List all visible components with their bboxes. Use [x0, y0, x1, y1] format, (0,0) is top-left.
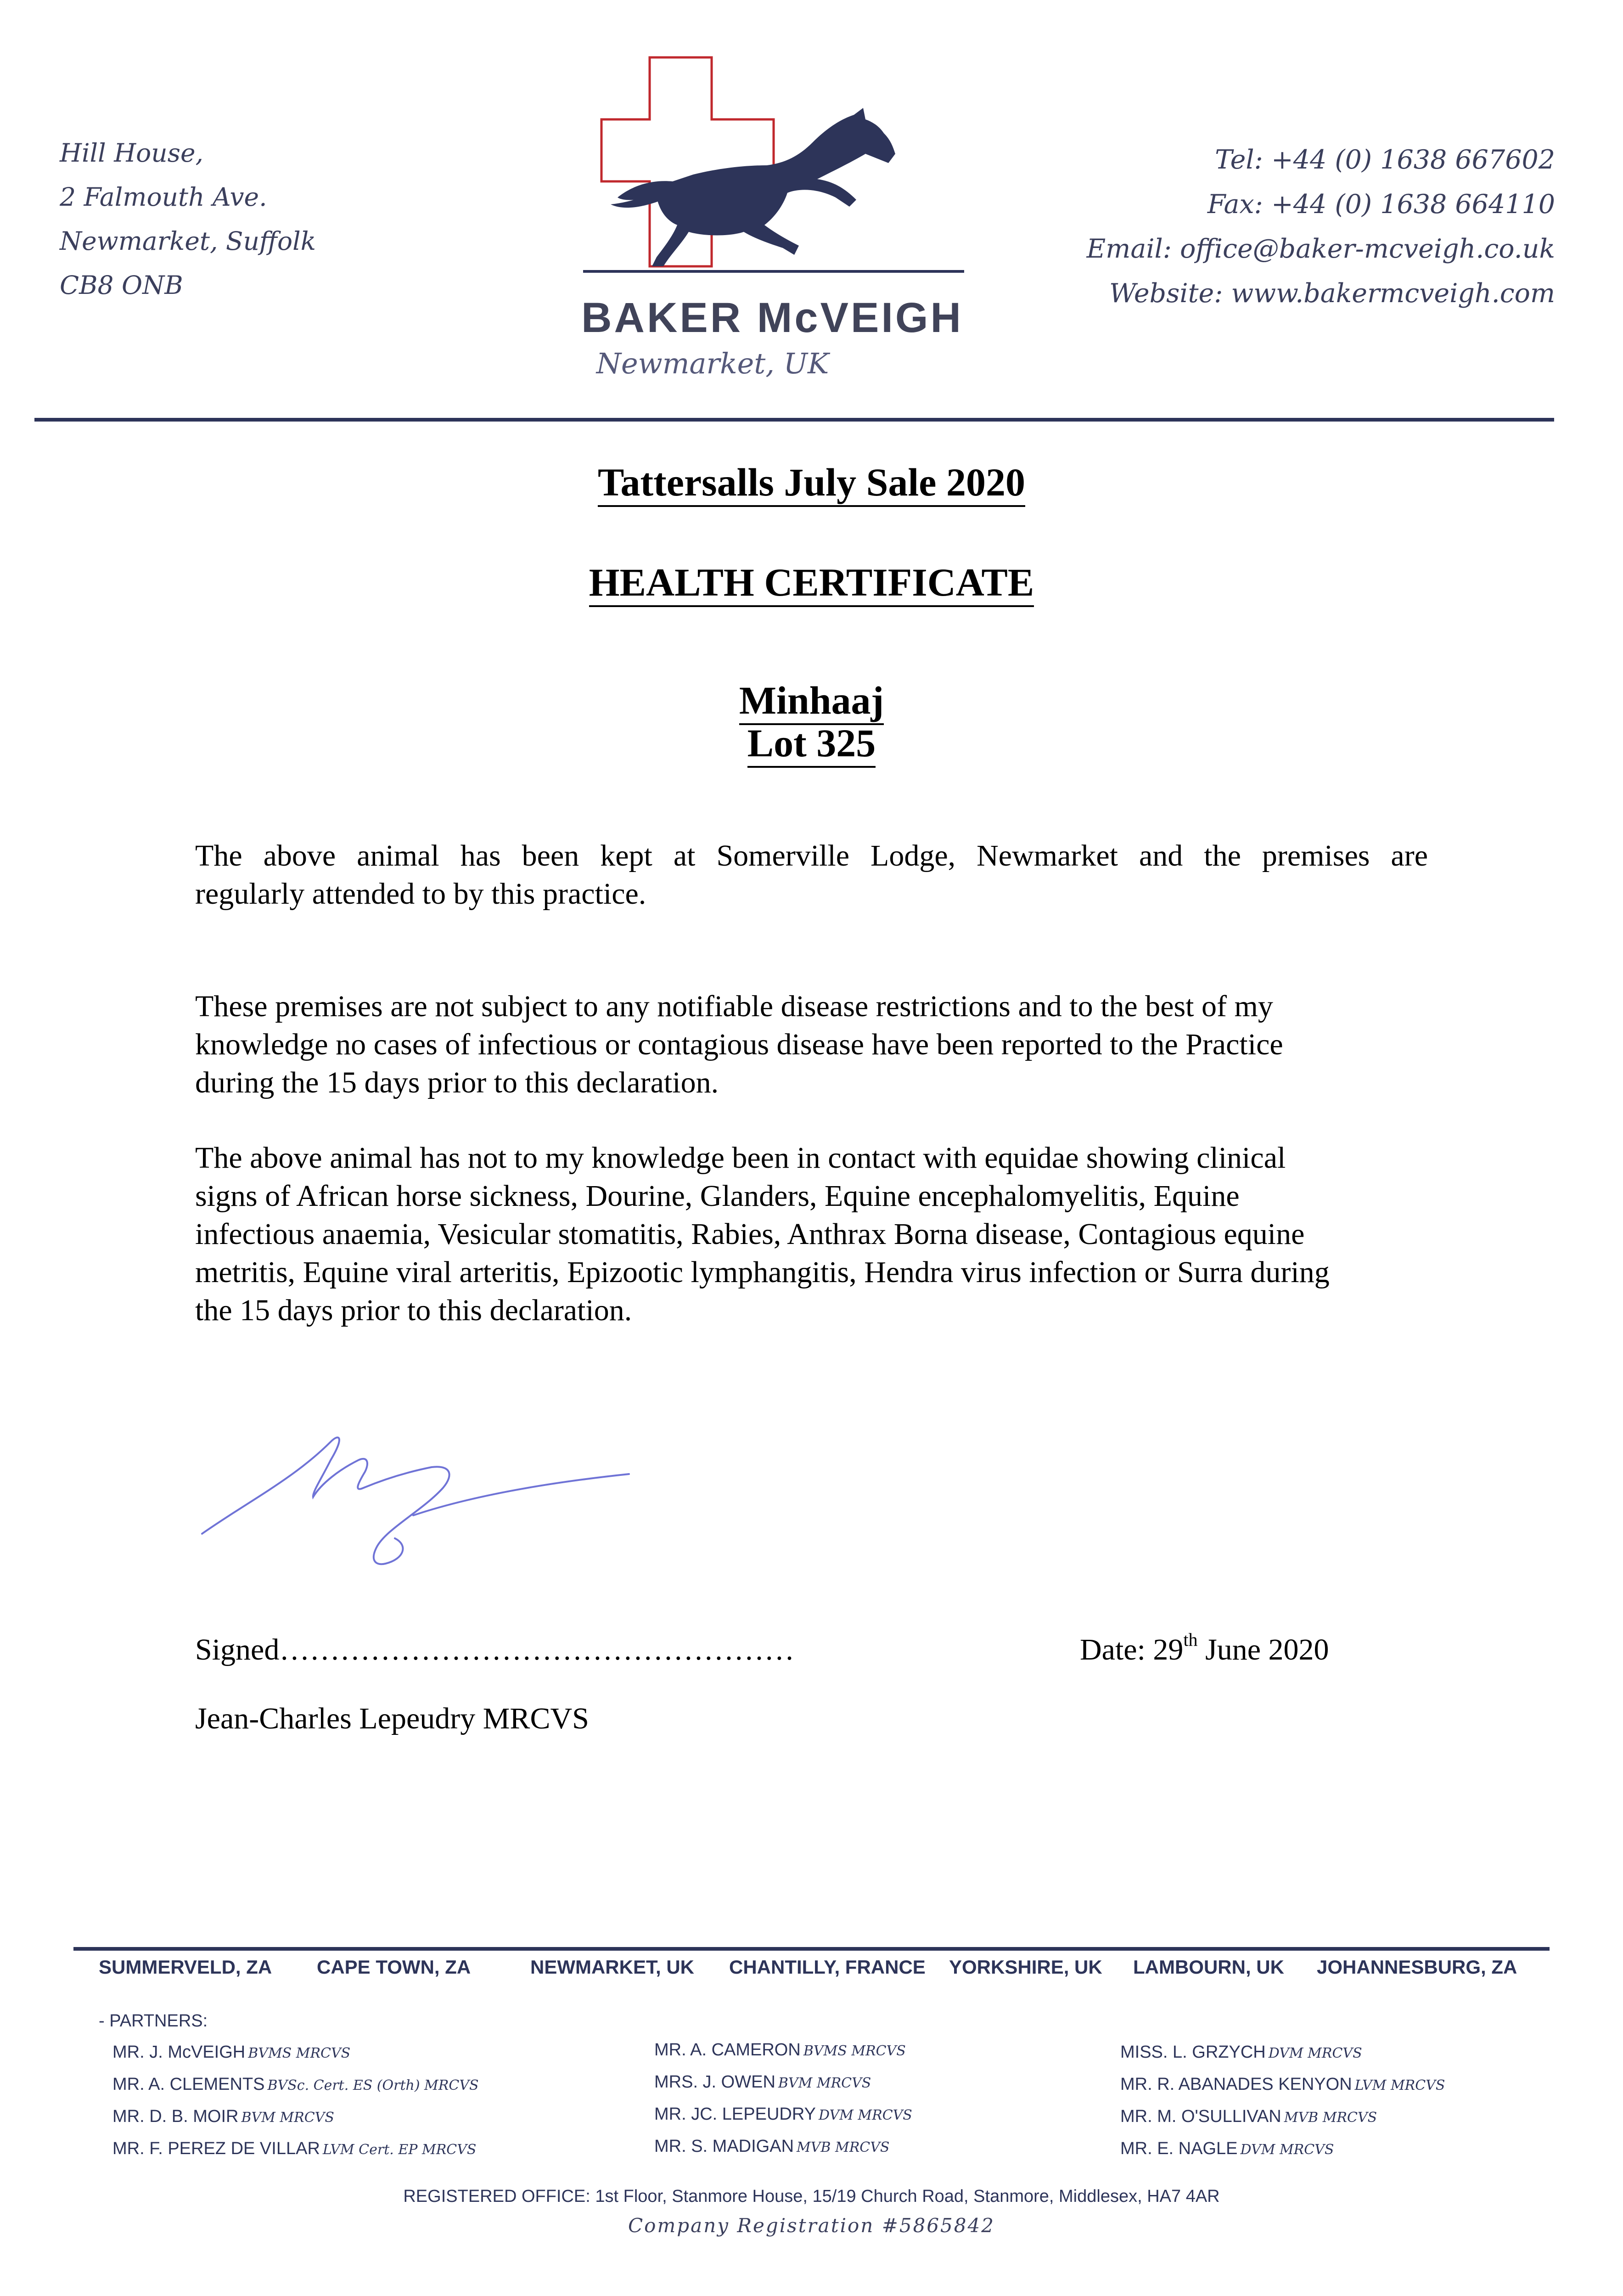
partner-entry: [1120, 2043, 1362, 2062]
partner-qualifications: MVB MRCVS: [1284, 2110, 1377, 2126]
company-registration: Company Registration #5865842: [628, 2214, 995, 2237]
partner-entry: [112, 2139, 476, 2159]
partner-entry: [112, 2107, 334, 2127]
office-location: YORKSHIRE, UK: [949, 1956, 1102, 1978]
paragraph-line: The above animal has been kept at Somerville Lodge, Newmarket and the premises are: [195, 839, 1428, 872]
office-location: CHANTILLY, FRANCE: [729, 1956, 926, 1978]
partner-entry: [654, 2105, 912, 2124]
paragraph-line: regularly attended to by this practice.: [195, 877, 646, 911]
partner-entry: [654, 2137, 889, 2156]
address-line: 2 Falmouth Ave.: [60, 182, 267, 212]
footer-divider: [73, 1947, 1550, 1951]
paragraph-line: These premises are not subject to any notifiable disease restrictions and to the best of my: [195, 990, 1273, 1023]
disease-restrictions-paragraph: [195, 987, 1428, 1102]
partner-entry: [112, 2075, 479, 2094]
partner-name: MR. J. McVEIGH: [112, 2043, 246, 2062]
baker-mcveigh-logo: [578, 51, 969, 308]
phone-number: Tel: +44 (0) 1638 667602: [1215, 145, 1555, 175]
partners-heading: - PARTNERS:: [99, 2011, 208, 2031]
office-location: SUMMERVELD, ZA: [99, 1956, 272, 1978]
partner-qualifications: DVM MRCVS: [818, 2107, 912, 2123]
partner-qualifications: MVB MRCVS: [797, 2139, 890, 2155]
date-suffix: th: [1183, 1629, 1198, 1650]
partner-name: MR. A. CAMERON: [654, 2040, 801, 2060]
contact-declaration-paragraph: [195, 1139, 1428, 1329]
partner-name: MISS. L. GRZYCH: [1120, 2043, 1266, 2062]
paragraph-line: during the 15 days prior to this declaration.: [195, 1066, 719, 1099]
partner-qualifications: BVM MRCVS: [778, 2075, 871, 2091]
partner-qualifications: BVMS MRCVS: [803, 2043, 906, 2059]
registered-office: REGISTERED OFFICE: 1st Floor, Stanmore House, 15/19 Church Road, Stanmore, Middlesex, HA7 4AR: [403, 2187, 1220, 2206]
partner-name: MR. JC. LEPEUDRY: [654, 2105, 816, 2124]
partner-qualifications: BVSc. Cert. ES (Orth) MRCVS: [267, 2077, 479, 2093]
partner-entry: [654, 2040, 906, 2060]
partner-entry: [654, 2072, 871, 2092]
office-location: NEWMARKET, UK: [530, 1956, 694, 1978]
partner-qualifications: DVM MRCVS: [1240, 2142, 1334, 2158]
paragraph-line: metritis, Equine viral arteritis, Epizootic lymphangitis, Hendra virus infection or Surra during: [195, 1255, 1330, 1289]
paragraph-line: the 15 days prior to this declaration.: [195, 1294, 632, 1327]
logo-rule: [583, 270, 964, 273]
date-rest: June 2020: [1197, 1633, 1329, 1666]
partner-name: MR. S. MADIGAN: [654, 2137, 794, 2156]
horse-name-text: Minhaaj: [739, 678, 884, 725]
galloping-horse-icon: [611, 108, 895, 266]
partner-name: MR. E. NAGLE: [1120, 2139, 1238, 2158]
company-contact: [1050, 138, 1555, 316]
address-line: CB8 ONB: [60, 270, 183, 300]
partner-entry: [1120, 2107, 1377, 2127]
lot-number: [0, 720, 1623, 766]
address-line: Hill House,: [60, 138, 203, 168]
partner-qualifications: LVM MRCVS: [1354, 2077, 1445, 2093]
handwritten-signature: [193, 1428, 643, 1603]
header-divider: [34, 418, 1554, 422]
partner-qualifications: BVMS MRCVS: [248, 2045, 351, 2061]
email-address[interactable]: Email: office@baker-mcveigh.co.uk: [1086, 234, 1555, 264]
partner-name: MR. M. O'SULLIVAN: [1120, 2107, 1281, 2126]
paragraph-line: signs of African horse sickness, Dourine, Glanders, Equine encephalomyelitis, Equine: [195, 1179, 1240, 1213]
premises-paragraph: [195, 837, 1428, 913]
horse-name: [0, 677, 1623, 723]
office-location: LAMBOURN, UK: [1133, 1956, 1284, 1978]
partner-name: MR. F. PEREZ DE VILLAR: [112, 2139, 320, 2158]
partner-entry: [112, 2043, 350, 2062]
office-location: JOHANNESBURG, ZA: [1317, 1956, 1517, 1978]
company-name: BAKER McVEIGH: [581, 294, 963, 341]
partner-entry: [1120, 2139, 1334, 2159]
signature-line: Signed……………………………………………: [195, 1633, 795, 1666]
fax-number: Fax: +44 (0) 1638 664110: [1207, 189, 1555, 219]
partner-qualifications: BVM MRCVS: [241, 2110, 334, 2126]
partner-qualifications: DVM MRCVS: [1268, 2045, 1362, 2061]
certificate-title: [0, 559, 1623, 605]
paragraph-line: The above animal has not to my knowledge been in contact with equidae showing clinical: [195, 1141, 1286, 1175]
partner-entry: [1120, 2075, 1445, 2094]
company-location: Newmarket, UK: [596, 347, 829, 380]
partner-name: MRS. J. OWEN: [654, 2072, 775, 2092]
website-link[interactable]: Website: www.bakermcveigh.com: [1109, 278, 1555, 309]
paragraph-line: knowledge no cases of infectious or contagious disease have been reported to the Practice: [195, 1028, 1283, 1061]
partner-name: MR. R. ABANADES KENYON: [1120, 2075, 1352, 2094]
sale-title: [0, 459, 1623, 505]
address-line: Newmarket, Suffolk: [60, 226, 316, 256]
partner-qualifications: LVM Cert. EP MRCVS: [322, 2142, 477, 2158]
company-address: [60, 131, 381, 307]
partner-name: MR. D. B. MOIR: [112, 2107, 239, 2126]
date-label: Date: 29: [1080, 1633, 1184, 1666]
red-cross-icon: [601, 57, 774, 266]
partner-name: MR. A. CLEMENTS: [112, 2075, 265, 2094]
declaration-date: [1080, 1629, 1329, 1667]
office-location: CAPE TOWN, ZA: [317, 1956, 471, 1978]
sale-title-text: Tattersalls July Sale 2020: [598, 460, 1025, 507]
certificate-title-text: HEALTH CERTIFICATE: [589, 560, 1034, 607]
paragraph-line: infectious anaemia, Vesicular stomatitis, Rabies, Anthrax Borna disease, Contagious equine: [195, 1217, 1305, 1251]
lot-number-text: Lot 325: [747, 721, 876, 768]
signer-name: Jean-Charles Lepeudry MRCVS: [195, 1702, 589, 1735]
